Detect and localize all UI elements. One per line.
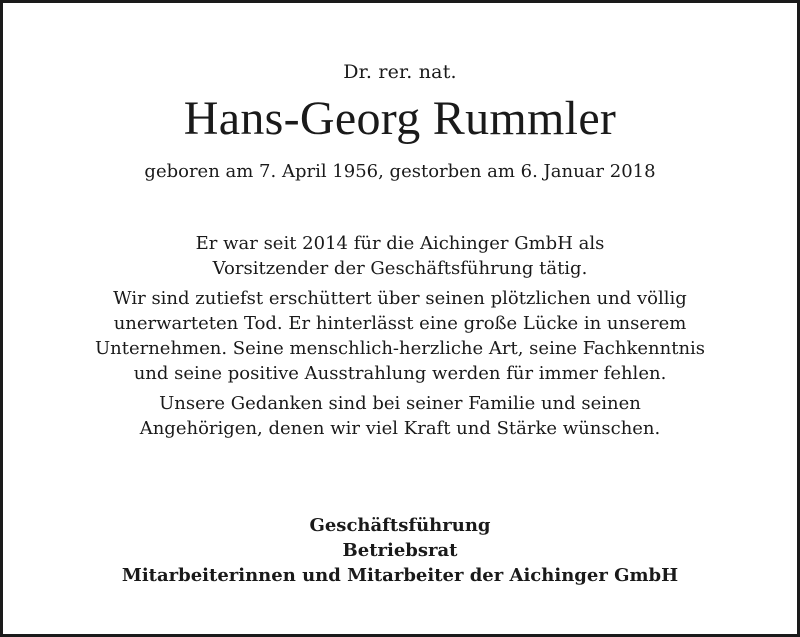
signer-management: Geschäftsführung <box>309 515 491 536</box>
academic-title: Dr. rer. nat. <box>343 61 457 83</box>
text-line: Unternehmen. Seine menschlich-herzliche Art, seine Fachkenntnis <box>94 338 706 359</box>
signer-employees: Mitarbeiterinnen und Mitarbeiter der Aichinger GmbH <box>121 565 679 586</box>
text-line: unerwarteten Tod. Er hinterlässt eine große Lücke in unserem <box>113 313 687 334</box>
life-dates: geboren am 7. April 1956, gestorben am 6. Januar 2018 <box>144 161 656 182</box>
text-line: Angehörigen, denen wir viel Kraft und Stärke wünschen. <box>139 418 661 439</box>
notice-body <box>3 231 797 446</box>
text-line: und seine positive Ausstrahlung werden für immer fehlen. <box>133 363 667 384</box>
text-line: Unsere Gedanken sind bei seiner Familie und seinen <box>159 393 641 414</box>
deceased-name: Hans-Georg Rummler <box>183 92 617 145</box>
signers-block <box>3 513 797 588</box>
paragraph-thoughts <box>3 391 797 441</box>
text-line: Wir sind zutiefst erschüttert über seinen plötzlichen und völlig <box>113 288 687 309</box>
text-line: Vorsitzender der Geschäftsführung tätig. <box>212 258 588 279</box>
text-line: Er war seit 2014 für die Aichinger GmbH als <box>195 233 605 254</box>
signer-works-council: Betriebsrat <box>342 540 458 561</box>
paragraph-condolence <box>3 286 797 386</box>
paragraph-position <box>3 231 797 281</box>
